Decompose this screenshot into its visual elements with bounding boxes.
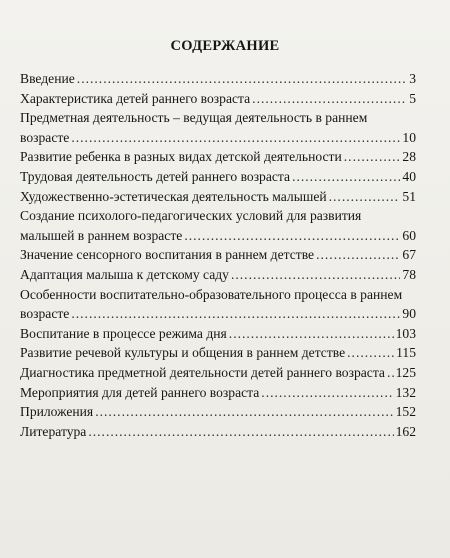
- dot-leader: [77, 69, 407, 89]
- toc-entry-page-number: 78: [402, 266, 416, 282]
- toc-entry-title: Характеристика детей раннего возраста: [20, 90, 251, 106]
- toc-entry-row: [20, 402, 416, 422]
- toc-entry-title: Художественно-эстетическая деятельность малышей: [20, 188, 327, 204]
- dot-leader: [344, 147, 401, 167]
- toc-entry-row: [20, 343, 416, 363]
- toc-entry: [20, 422, 416, 442]
- toc-entry: [20, 147, 416, 167]
- toc-entry-page-number: 162: [395, 423, 416, 439]
- toc-entry-page-number: 115: [396, 345, 416, 361]
- toc-entry-row: [20, 167, 416, 187]
- toc-entry-page-number: 3: [409, 71, 416, 86]
- page-title: СОДЕРЖАНИЕ: [170, 38, 280, 54]
- dot-leader: [316, 245, 400, 265]
- toc-entry: [20, 363, 416, 383]
- toc-entry-row: [20, 304, 416, 324]
- dot-leader: [88, 422, 393, 442]
- toc-entry: [20, 187, 416, 207]
- toc-entry: [20, 108, 416, 147]
- toc-entry-title: возрасте: [20, 129, 70, 145]
- toc-entry-title: малышей в раннем возрасте: [20, 227, 183, 243]
- toc-entry-title-line: Создание психолого-педагогических условий для развития: [20, 208, 362, 224]
- dot-leader: [71, 128, 400, 148]
- toc-entry-title: Введение: [20, 71, 75, 86]
- toc-entry-title: Приложения: [20, 404, 94, 420]
- dot-leader: [184, 226, 400, 246]
- toc-entry-row: [20, 363, 416, 383]
- toc-entry-row: [20, 147, 416, 167]
- toc-entry-page-number: 132: [395, 384, 416, 400]
- toc-entry-row: [20, 265, 416, 285]
- toc-entry-page-number: 10: [402, 129, 416, 145]
- toc-entry-row: [20, 245, 416, 265]
- toc-entry-title: Воспитание в процессе режима дня: [20, 325, 227, 341]
- toc-entry-row: [20, 226, 416, 246]
- toc-entry: [20, 206, 416, 245]
- dot-leader: [95, 402, 393, 422]
- toc-entry-page-number: 152: [395, 404, 416, 420]
- toc-entry-title: Диагностика предметной деятельности детей раннего возраста: [20, 364, 385, 380]
- toc-entry-row: [20, 422, 416, 442]
- toc-entry: [20, 324, 416, 344]
- toc-entry: [20, 89, 416, 109]
- toc-entry-row: [20, 89, 416, 109]
- toc-entry-title: Литература: [20, 423, 87, 439]
- dot-leader: [252, 89, 407, 109]
- table-of-contents: [20, 69, 416, 441]
- toc-entry: [20, 265, 416, 285]
- toc-entry-page-number: 103: [395, 325, 416, 341]
- toc-entry-page-number: 28: [402, 149, 416, 165]
- dot-leader: [292, 167, 400, 187]
- toc-entry: [20, 285, 416, 324]
- toc-entry-page-number: 40: [402, 168, 416, 184]
- toc-entry-row: [20, 187, 416, 207]
- toc-entry: [20, 167, 416, 187]
- dot-leader: [231, 265, 400, 285]
- dot-leader: [71, 304, 400, 324]
- toc-entry-title: Мероприятия для детей раннего возраста: [20, 384, 260, 400]
- dot-leader: [347, 343, 394, 363]
- toc-entry-title: Значение сенсорного воспитания в раннем детстве: [20, 247, 315, 263]
- toc-entry-page-number: 5: [409, 90, 416, 106]
- toc-entry-page-number: 51: [402, 188, 416, 204]
- dot-leader: [329, 187, 401, 207]
- toc-entry-page-number: 67: [402, 247, 416, 263]
- toc-entry-row: [20, 69, 416, 89]
- toc-entry: [20, 402, 416, 422]
- toc-entry-page-number: 60: [402, 227, 416, 243]
- toc-entry-row: [20, 383, 416, 403]
- toc-entry: [20, 343, 416, 363]
- toc-entry-title-line: Особенности воспитательно-образовательного процесса в раннем: [20, 286, 403, 302]
- toc-entry-row: [20, 324, 416, 344]
- dot-leader: [261, 383, 393, 403]
- toc-entry-page-number: 90: [402, 306, 416, 322]
- dot-leader: [387, 363, 394, 383]
- dot-leader: [229, 324, 394, 344]
- toc-entry-title-line: Предметная деятельность – ведущая деятельность в раннем: [20, 110, 368, 126]
- toc-entry-page-number: 125: [395, 364, 416, 380]
- toc-entry-title: Трудовая деятельность детей раннего возраста: [20, 168, 291, 184]
- toc-entry-title: Адаптация малыша к детскому саду: [20, 266, 229, 282]
- toc-entry-title: Развитие речевой культуры и общения в раннем детстве: [20, 345, 346, 361]
- toc-entry: [20, 69, 416, 89]
- toc-entry: [20, 383, 416, 403]
- toc-entry: [20, 245, 416, 265]
- toc-entry-row: [20, 128, 416, 148]
- toc-entry-title: Развитие ребенка в разных видах детской деятельности: [20, 149, 342, 165]
- toc-entry-title: возрасте: [20, 306, 70, 322]
